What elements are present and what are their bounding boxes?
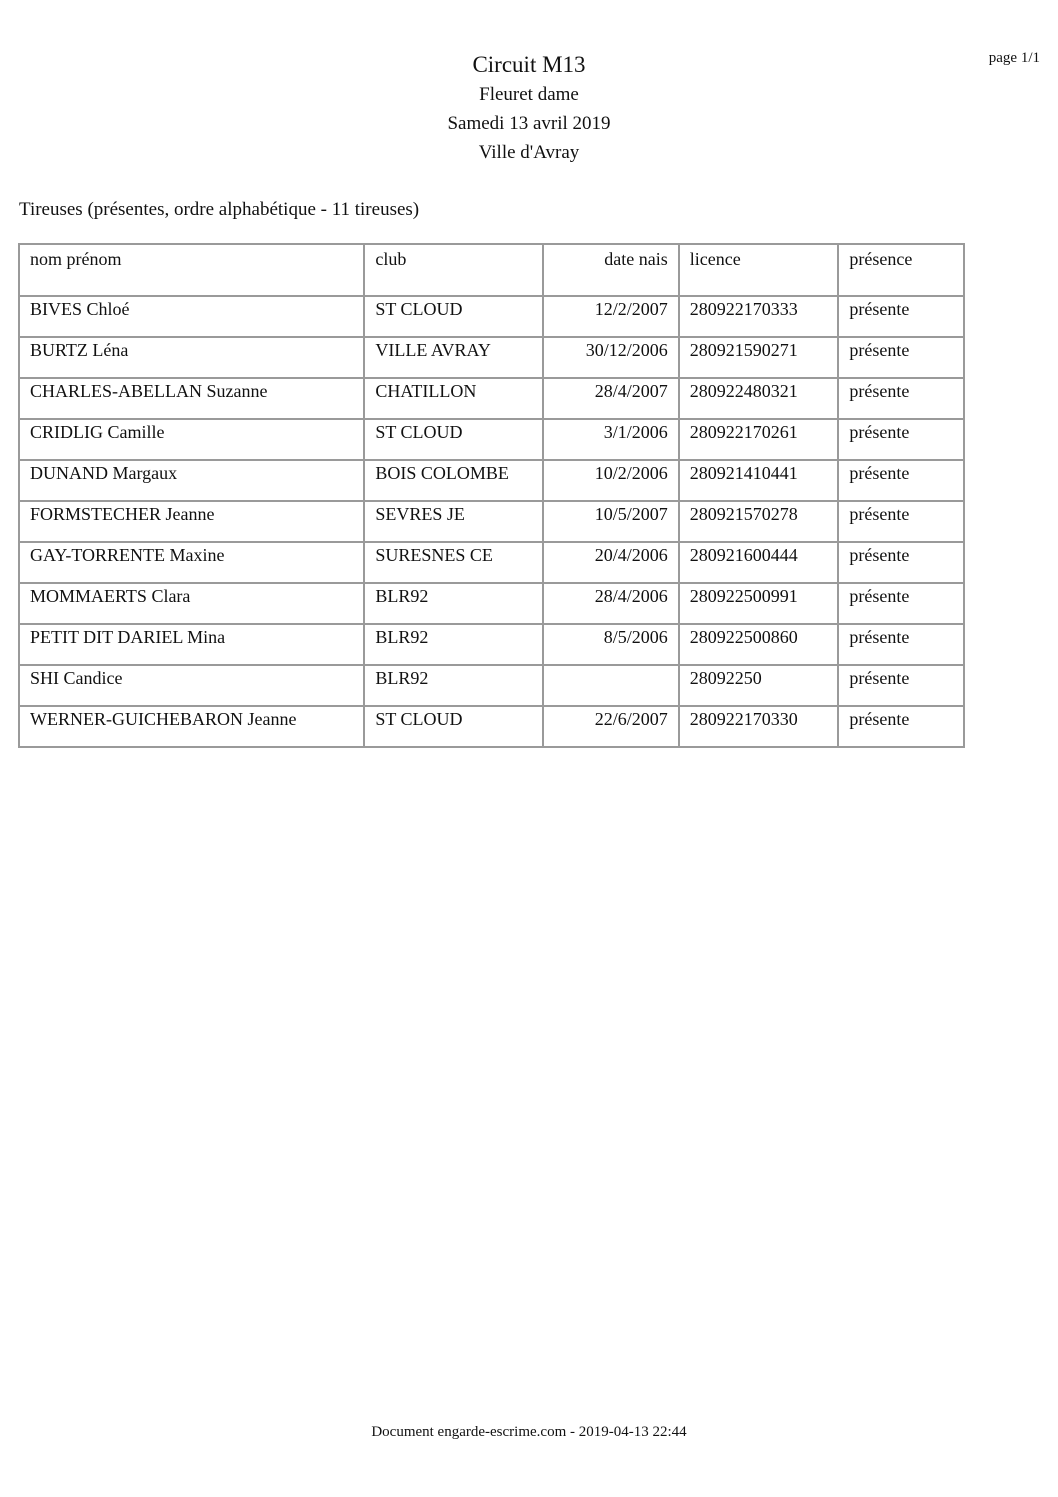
cell-presence: présente — [838, 624, 964, 665]
cell-club: BOIS COLOMBE — [364, 460, 543, 501]
cell-name: WERNER-GUICHEBARON Jeanne — [19, 706, 364, 747]
cell-name: BURTZ Léna — [19, 337, 364, 378]
cell-name: SHI Candice — [19, 665, 364, 706]
cell-name: PETIT DIT DARIEL Mina — [19, 624, 364, 665]
cell-presence: présente — [838, 460, 964, 501]
cell-club: BLR92 — [364, 665, 543, 706]
table-row — [19, 706, 964, 747]
cell-licence: 280922170330 — [679, 706, 839, 747]
cell-birthdate: 30/12/2006 — [543, 337, 679, 378]
cell-club: VILLE AVRAY — [364, 337, 543, 378]
cell-birthdate: 20/4/2006 — [543, 542, 679, 583]
footer: Document engarde-escrime.com - 2019-04-13 22:44 — [371, 1424, 687, 1440]
column-header-name: nom prénom — [19, 244, 364, 296]
cell-licence: 280921590271 — [679, 337, 839, 378]
cell-club: SURESNES CE — [364, 542, 543, 583]
cell-licence: 280922170261 — [679, 419, 839, 460]
cell-presence: présente — [838, 501, 964, 542]
event-date: Samedi 13 avril 2019 — [447, 113, 611, 134]
cell-club: BLR92 — [364, 583, 543, 624]
table-row — [19, 337, 964, 378]
cell-name: MOMMAERTS Clara — [19, 583, 364, 624]
table-row — [19, 419, 964, 460]
cell-birthdate: 28/4/2006 — [543, 583, 679, 624]
cell-club: BLR92 — [364, 624, 543, 665]
table-row — [19, 665, 964, 706]
table-header-row — [19, 244, 964, 296]
column-header-club: club — [364, 244, 543, 296]
cell-presence: présente — [838, 378, 964, 419]
document-header — [0, 50, 1058, 167]
cell-club: ST CLOUD — [364, 296, 543, 337]
cell-licence: 280922480321 — [679, 378, 839, 419]
cell-presence: présente — [838, 583, 964, 624]
cell-name: FORMSTECHER Jeanne — [19, 501, 364, 542]
discipline: Fleuret dame — [479, 84, 579, 105]
column-header-licence: licence — [679, 244, 839, 296]
cell-club: SEVRES JE — [364, 501, 543, 542]
fencers-table — [18, 243, 965, 748]
cell-club: ST CLOUD — [364, 419, 543, 460]
competition-title: Circuit M13 — [472, 52, 586, 77]
cell-name: DUNAND Margaux — [19, 460, 364, 501]
cell-presence: présente — [838, 665, 964, 706]
table-row — [19, 296, 964, 337]
cell-licence: 280922170333 — [679, 296, 839, 337]
cell-birthdate — [543, 665, 679, 706]
cell-birthdate: 10/5/2007 — [543, 501, 679, 542]
cell-licence: 280922500860 — [679, 624, 839, 665]
column-header-birthdate: date nais — [543, 244, 679, 296]
cell-licence: 280922500991 — [679, 583, 839, 624]
table-row — [19, 460, 964, 501]
cell-presence: présente — [838, 419, 964, 460]
column-header-presence: présence — [838, 244, 964, 296]
table-row — [19, 542, 964, 583]
cell-licence: 280921600444 — [679, 542, 839, 583]
cell-name: CRIDLIG Camille — [19, 419, 364, 460]
cell-licence: 28092250 — [679, 665, 839, 706]
cell-presence: présente — [838, 706, 964, 747]
cell-name: GAY-TORRENTE Maxine — [19, 542, 364, 583]
table-row — [19, 501, 964, 542]
cell-birthdate: 3/1/2006 — [543, 419, 679, 460]
table-row — [19, 583, 964, 624]
page-number: page 1/1 — [988, 50, 1040, 66]
table-row — [19, 378, 964, 419]
cell-name: CHARLES-ABELLAN Suzanne — [19, 378, 364, 419]
cell-birthdate: 28/4/2007 — [543, 378, 679, 419]
cell-club: CHATILLON — [364, 378, 543, 419]
cell-presence: présente — [838, 296, 964, 337]
cell-birthdate: 22/6/2007 — [543, 706, 679, 747]
section-title: Tireuses (présentes, ordre alphabétique - 11 tireuses) — [19, 199, 420, 220]
cell-name: BIVES Chloé — [19, 296, 364, 337]
cell-presence: présente — [838, 337, 964, 378]
cell-birthdate: 12/2/2007 — [543, 296, 679, 337]
cell-birthdate: 10/2/2006 — [543, 460, 679, 501]
table-row — [19, 624, 964, 665]
cell-licence: 280921410441 — [679, 460, 839, 501]
cell-presence: présente — [838, 542, 964, 583]
cell-birthdate: 8/5/2006 — [543, 624, 679, 665]
event-location: Ville d'Avray — [478, 142, 580, 163]
cell-club: ST CLOUD — [364, 706, 543, 747]
cell-licence: 280921570278 — [679, 501, 839, 542]
